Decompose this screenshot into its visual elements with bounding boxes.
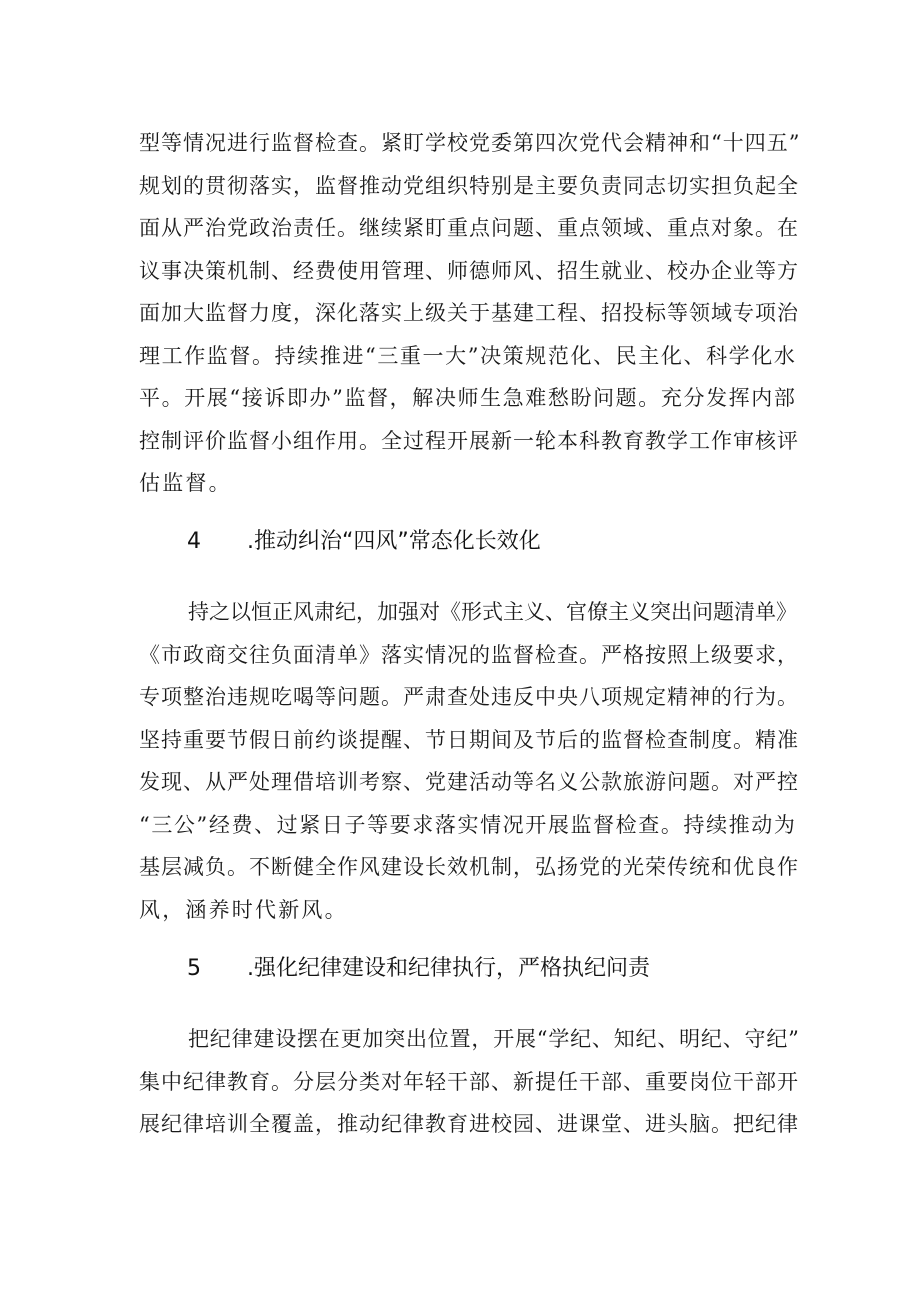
paragraph-line: 理工作监督。持续推进“三重一大”决策规范化、民主化、科学化水: [139, 344, 797, 368]
paragraph-line: 规划的贯彻落实，监督推动党组织特别是主要负责同志切实担负起全: [139, 174, 799, 198]
paragraph-line: 专项整治违规吃喝等问题。严肃查处违反中央八项规定精神的行为。: [139, 685, 799, 709]
paragraph-line: 平。开展“接诉即办”监督，解决师生急难愁盼问题。充分发挥内部: [139, 386, 797, 410]
section-title: .推动纠治“四风”常态化长效化: [247, 529, 541, 554]
section-number: 4: [187, 529, 201, 554]
paragraph-line: “三公”经费、过紧日子等要求落实情况开展监督检查。持续推动为: [139, 813, 797, 837]
paragraph-line: 议事决策机制、经费使用管理、师德师风、招生就业、校办企业等方: [139, 259, 799, 283]
paragraph-line: 持之以恒正风肃纪，加强对《形式主义、官僚主义突出问题清单》: [188, 600, 797, 624]
paragraph-line: 面加大监督力度，深化落实上级关于基建工程、招投标等领域专项治: [139, 301, 799, 325]
paragraph-line: 展纪律培训全覆盖，推动纪律教育进校园、进课堂、进头脑。把纪律: [139, 1112, 799, 1136]
paragraph-line: 《市政商交往负面清单》落实情况的监督检查。严格按照上级要求，: [139, 643, 799, 667]
paragraph-line: 发现、从严处理借培训考察、党建活动等名义公款旅游问题。对严控: [139, 770, 799, 794]
paragraph-line: 集中纪律教育。分层分类对年轻干部、新提任干部、重要岗位干部开: [139, 1070, 799, 1094]
paragraph-line: 基层减负。不断健全作风建设长效机制，弘扬党的光荣传统和优良作: [139, 855, 799, 879]
paragraph-line: 把纪律建设摆在更加突出位置，开展“学纪、知纪、明纪、守纪”: [188, 1027, 800, 1051]
paragraph-line: 坚持重要节假日前约谈提醒、节日期间及节后的监督检查制度。精准: [139, 728, 799, 752]
paragraph-line: 型等情况进行监督检查。紧盯学校党委第四次党代会精神和“十四五”: [139, 131, 801, 155]
paragraph-line: 控制评价监督小组作用。全过程开展新一轮本科教育教学工作审核评: [139, 429, 799, 453]
section-heading-4: [187, 526, 541, 558]
paragraph-line: 面从严治党政治责任。继续紧盯重点问题、重点领域、重点对象。在: [139, 216, 799, 240]
section-title: .强化纪律建设和纪律执行，严格执纪问责: [247, 956, 650, 981]
paragraph-line: 风，涵养时代新风。: [139, 898, 348, 922]
paragraph-line: 估监督。: [139, 471, 232, 495]
section-heading-5: [187, 953, 650, 985]
section-number: 5: [187, 956, 201, 981]
